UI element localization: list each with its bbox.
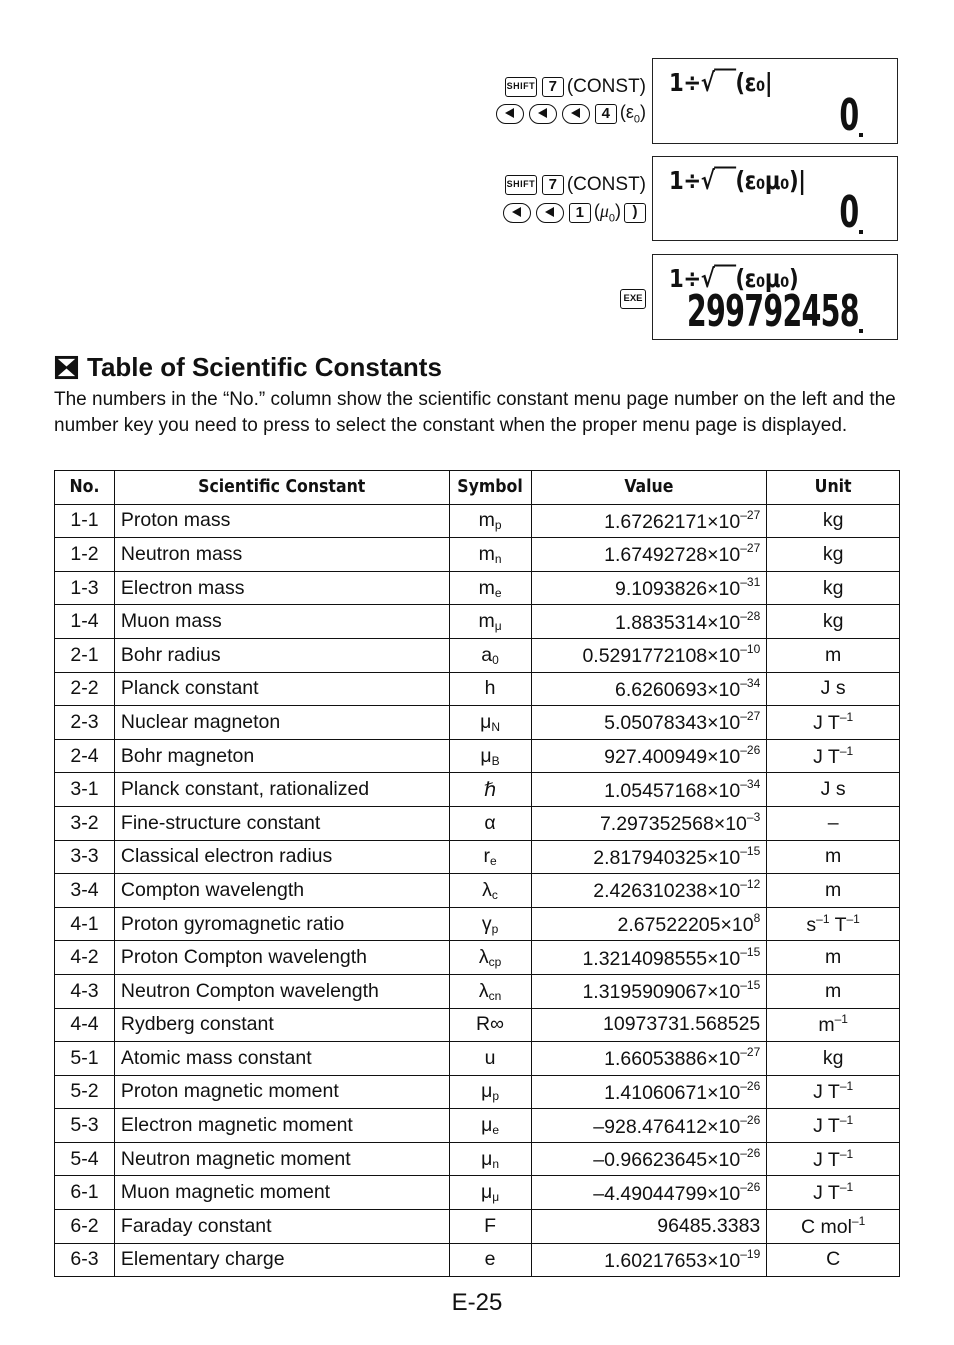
cell-symbol: e <box>449 1243 531 1277</box>
mu0-label: $(\mu_0)$ <box>593 201 621 225</box>
table-row <box>55 1176 900 1210</box>
step3-line1 <box>620 289 646 309</box>
cell-no: 4-3 <box>55 974 115 1008</box>
cell-value: $5.05078343\times 10^{-27}$ <box>531 706 767 740</box>
cell-symbol: R∞ <box>449 1008 531 1042</box>
cell-constant: Nuclear magneton <box>114 706 449 740</box>
cell-no: 3-3 <box>55 840 115 874</box>
cell-value: $7.297352568\times 10^{-3}$ <box>531 806 767 840</box>
cell-constant: Rydberg constant <box>114 1008 449 1042</box>
cell-value: $1.67492728\times 10^{-27}$ <box>531 538 767 572</box>
cell-value: $1.60217653\times 10^{-19}$ <box>531 1243 767 1277</box>
cell-value: $-928.476412\times 10^{-26}$ <box>531 1109 767 1143</box>
table-row <box>55 605 900 639</box>
intro-paragraph: The numbers in the “No.” column show the scientific constant menu page number on the left and the number key you need to press to select the constant when the proper menu page is displayed. <box>54 389 896 436</box>
cell-constant: Bohr radius <box>114 638 449 672</box>
cell-no: 5-4 <box>55 1142 115 1176</box>
section-marker-icon <box>54 355 79 380</box>
cell-no: 1-2 <box>55 538 115 572</box>
table-row <box>55 739 900 773</box>
cell-no: 1-1 <box>55 504 115 538</box>
cell-constant: Electron mass <box>114 571 449 605</box>
cell-constant: Classical electron radius <box>114 840 449 874</box>
cell-constant: Planck constant <box>114 672 449 706</box>
header-no: No. <box>55 471 115 505</box>
cell-no: 5-2 <box>55 1075 115 1109</box>
cell-symbol: u <box>449 1042 531 1076</box>
cell-no: 2-3 <box>55 706 115 740</box>
exe-key[interactable]: EXE <box>620 289 646 309</box>
cell-constant: Atomic mass constant <box>114 1042 449 1076</box>
lcd-display-2 <box>652 156 898 241</box>
cell-value: $1.05457168\times 10^{-34}$ <box>531 773 767 807</box>
close-paren-key-icon[interactable]: ) <box>624 203 646 223</box>
cell-symbol: μn <box>449 1142 531 1176</box>
cell-unit: m <box>767 874 900 908</box>
cell-constant: Planck constant, rationalized <box>114 773 449 807</box>
cell-no: 1-3 <box>55 571 115 605</box>
lcd-decimal-point-icon <box>859 230 863 234</box>
left-arrow-key-icon[interactable] <box>496 104 524 124</box>
cell-symbol: μe <box>449 1109 531 1143</box>
cell-unit: m <box>767 840 900 874</box>
cell-constant: Proton gyromagnetic ratio <box>114 907 449 941</box>
constants-table <box>54 470 900 1277</box>
cell-value: $1.3214098555\times 10^{-15}$ <box>531 941 767 975</box>
table-row <box>55 941 900 975</box>
epsilon0-label: $(\varepsilon_0)$ <box>619 102 646 126</box>
cell-symbol: mp <box>449 504 531 538</box>
step1-line2 <box>496 102 646 126</box>
cell-symbol: α <box>449 806 531 840</box>
table-row <box>55 672 900 706</box>
cell-value: $1.3195909067\times 10^{-15}$ <box>531 974 767 1008</box>
lcd-decimal-point-icon <box>859 133 863 137</box>
left-arrow-key-icon[interactable] <box>529 104 557 124</box>
table-row <box>55 806 900 840</box>
cell-value: $2.817940325\times 10^{-15}$ <box>531 840 767 874</box>
header-value: Value <box>531 471 767 505</box>
cell-unit: kg <box>767 504 900 538</box>
table-row <box>55 907 900 941</box>
cell-symbol: λcp <box>449 941 531 975</box>
step1-line1 <box>505 76 646 98</box>
cell-constant: Muon mass <box>114 605 449 639</box>
table-row <box>55 874 900 908</box>
key-7[interactable]: 7 <box>542 175 564 195</box>
cell-constant: Compton wavelength <box>114 874 449 908</box>
cell-constant: Muon magnetic moment <box>114 1176 449 1210</box>
cell-symbol: h <box>449 672 531 706</box>
step2-line2 <box>503 201 646 225</box>
cell-no: 4-4 <box>55 1008 115 1042</box>
cell-value: $2.426310238\times 10^{-12}$ <box>531 874 767 908</box>
cell-value: $6.6260693\times 10^{-34}$ <box>531 672 767 706</box>
cell-unit: J $T^{-1}$ <box>767 1176 900 1210</box>
cell-no: 2-1 <box>55 638 115 672</box>
cell-value: $927.400949\times 10^{-26}$ <box>531 739 767 773</box>
cell-no: 1-4 <box>55 605 115 639</box>
cell-symbol: ℏ <box>449 773 531 807</box>
unit-s: s <box>806 913 817 936</box>
cell-unit: J $T^{-1}$ <box>767 739 900 773</box>
step2-line1 <box>505 174 646 196</box>
left-arrow-key-icon[interactable] <box>536 203 564 223</box>
cell-constant: Proton magnetic moment <box>114 1075 449 1109</box>
table-row <box>55 706 900 740</box>
cell-value: $-4.49044799\times 10^{-26}$ <box>531 1176 767 1210</box>
cell-unit: m <box>767 974 900 1008</box>
cell-value: $1.66053886\times 10^{-27}$ <box>531 1042 767 1076</box>
lcd-expression: 1÷√￣(ε₀μ₀) <box>669 264 799 293</box>
lcd-expression: 1÷√￣(ε₀μ₀)| <box>669 166 806 195</box>
cell-unit: J $T^{-1}$ <box>767 706 900 740</box>
cell-symbol: μB <box>449 739 531 773</box>
lcd-result: 0 <box>839 90 859 141</box>
cell-no: 6-3 <box>55 1243 115 1277</box>
cell-value: $1.8835314\times 10^{-28}$ <box>531 605 767 639</box>
table-row <box>55 504 900 538</box>
table-row <box>55 638 900 672</box>
cell-constant: Fine-structure constant <box>114 806 449 840</box>
cell-constant: Faraday constant <box>114 1210 449 1244</box>
table-row <box>55 1042 900 1076</box>
cell-symbol: re <box>449 840 531 874</box>
table-row <box>55 1008 900 1042</box>
cell-unit: kg <box>767 605 900 639</box>
cell-symbol: λcn <box>449 974 531 1008</box>
cell-symbol: λc <box>449 874 531 908</box>
cell-constant: Elementary charge <box>114 1243 449 1277</box>
cell-constant: Proton mass <box>114 504 449 538</box>
cell-unit: kg <box>767 1042 900 1076</box>
cell-value: $9.1093826\times 10^{-31}$ <box>531 571 767 605</box>
cell-unit: m <box>767 638 900 672</box>
cell-unit: J $T^{-1}$ <box>767 1075 900 1109</box>
cell-constant: Electron magnetic moment <box>114 1109 449 1143</box>
table-row <box>55 1243 900 1277</box>
left-arrow-key-icon[interactable] <box>562 104 590 124</box>
table-row <box>55 773 900 807</box>
cell-no: 5-1 <box>55 1042 115 1076</box>
cell-unit: C <box>767 1243 900 1277</box>
cell-value: $-0.96623645\times 10^{-26}$ <box>531 1142 767 1176</box>
cell-unit: J s <box>767 672 900 706</box>
key-4[interactable]: 4 <box>595 104 617 124</box>
table-row <box>55 538 900 572</box>
cell-no: 3-1 <box>55 773 115 807</box>
table-header-row <box>55 471 900 505</box>
cell-unit: – <box>767 806 900 840</box>
cell-symbol: γp <box>449 907 531 941</box>
cell-symbol: F <box>449 1210 531 1244</box>
cell-no: 6-1 <box>55 1176 115 1210</box>
cell-unit: J s <box>767 773 900 807</box>
header-constant: Scientific Constant <box>114 471 449 505</box>
cell-no: 3-2 <box>55 806 115 840</box>
cell-no: 4-1 <box>55 907 115 941</box>
cell-value: 96485.3383 <box>531 1210 767 1244</box>
cell-no: 3-4 <box>55 874 115 908</box>
cell-constant: Neutron mass <box>114 538 449 572</box>
cell-unit: m <box>767 941 900 975</box>
shift-key[interactable]: SHIFT <box>505 77 537 97</box>
cell-unit: C mol$^{-1}$ <box>767 1210 900 1244</box>
table-body <box>55 504 900 1277</box>
section-title-text: Table of Scientific Constants <box>87 352 442 382</box>
header-symbol: Symbol <box>449 471 531 505</box>
cell-value: $0.5291772108\times 10^{-10}$ <box>531 638 767 672</box>
lcd-expression: 1÷√￣(ε₀| <box>669 68 773 97</box>
cell-constant: Neutron Compton wavelength <box>114 974 449 1008</box>
table-row <box>55 1142 900 1176</box>
cell-symbol: mμ <box>449 605 531 639</box>
cell-value: $1.41060671\times 10^{-26}$ <box>531 1075 767 1109</box>
lcd-decimal-point-icon <box>859 329 863 333</box>
cell-symbol: a0 <box>449 638 531 672</box>
cell-value: $2.67522205\times 10^8$ <box>531 907 767 941</box>
lcd-display-1 <box>652 58 898 144</box>
const-label: (CONST) <box>566 76 646 97</box>
key-1[interactable]: 1 <box>569 203 591 223</box>
table-row <box>55 1075 900 1109</box>
table-row <box>55 571 900 605</box>
const-label: (CONST) <box>566 174 646 195</box>
lcd-result: 299792458 <box>686 286 859 337</box>
left-arrow-key-icon[interactable] <box>503 203 531 223</box>
cell-constant: Neutron magnetic moment <box>114 1142 449 1176</box>
cell-no: 2-4 <box>55 739 115 773</box>
cell-no: 2-2 <box>55 672 115 706</box>
cell-unit: J $T^{-1}$ <box>767 1142 900 1176</box>
table-row <box>55 840 900 874</box>
cell-unit: $m^{-1}$ <box>767 1008 900 1042</box>
cell-value: $1.67262171\times 10^{-27}$ <box>531 504 767 538</box>
table-row <box>55 1109 900 1143</box>
table-row <box>55 974 900 1008</box>
cell-no: 6-2 <box>55 1210 115 1244</box>
cell-value: 10973731.568525 <box>531 1008 767 1042</box>
section-title <box>54 352 442 383</box>
cell-unit: J $T^{-1}$ <box>767 1109 900 1143</box>
table-row <box>55 1210 900 1244</box>
cell-no: 4-2 <box>55 941 115 975</box>
lcd-result: 0 <box>839 187 859 238</box>
header-unit: Unit <box>767 471 900 505</box>
cell-unit: kg <box>767 571 900 605</box>
cell-constant: Proton Compton wavelength <box>114 941 449 975</box>
cell-unit: kg <box>767 538 900 572</box>
page-number: E-25 <box>451 1289 503 1316</box>
cell-symbol: me <box>449 571 531 605</box>
cell-symbol: μμ <box>449 1176 531 1210</box>
lcd-display-3 <box>652 254 898 340</box>
key-7[interactable]: 7 <box>542 77 564 97</box>
cell-symbol: μp <box>449 1075 531 1109</box>
cell-symbol: mn <box>449 538 531 572</box>
cell-constant: Bohr magneton <box>114 739 449 773</box>
cell-symbol: μN <box>449 706 531 740</box>
cell-unit: $s^{-1}$ $T^{-1}$ <box>767 907 900 941</box>
shift-key[interactable]: SHIFT <box>505 175 537 195</box>
cell-no: 5-3 <box>55 1109 115 1143</box>
